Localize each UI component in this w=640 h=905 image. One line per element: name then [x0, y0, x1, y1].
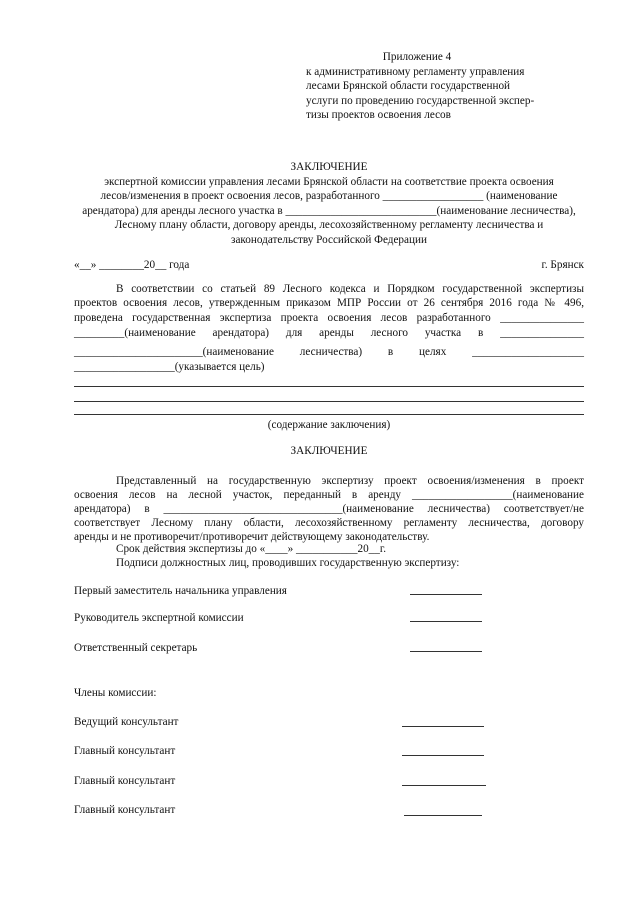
conclusion-line: арендатора) в ________________________________(наименование лесничества) соответствует/не [74, 503, 584, 515]
conclusion-line: соответствует Лесному плану области, лесохозяйственному регламенту лесничества, договору [74, 517, 584, 529]
appendix-line: тизы проектов освоения лесов [306, 109, 451, 121]
body-line: В соответствии со статьей 89 Лесного кодекса и Порядком государственной экспертизы [116, 283, 584, 295]
heading-line: арендатора) для аренды лесного участка в ___________________________(наименование лесничества), [82, 204, 576, 217]
signature-line [404, 815, 482, 816]
signature-label: Первый заместитель начальника управления [74, 585, 287, 597]
expiry-line: Срок действия экспертизы до «____» ___________20__г. [116, 543, 386, 555]
document-heading [74, 160, 584, 247]
heading-line: экспертной комиссии управления лесами Брянской области на соответствие проекта освоения [104, 175, 554, 188]
appendix-header [306, 50, 568, 123]
blank-content-line [74, 386, 584, 387]
signature-line [402, 785, 486, 786]
body-line: _______________________(наименование лесничества) в целях ____________________ [74, 346, 584, 358]
blank-content-line [74, 414, 584, 415]
date-city-line [74, 258, 584, 273]
signature-label: Ответственный секретарь [74, 642, 198, 654]
appendix-line: лесами Брянской области государственной [306, 80, 511, 92]
signature-line [410, 621, 482, 622]
member-label: Ведущий консультант [74, 716, 179, 728]
content-caption: (содержание заключения) [267, 419, 391, 431]
signatures-intro: Подписи должностных лиц, проводивших государственную экспертизу: [116, 557, 460, 569]
document-title: ЗАКЛЮЧЕНИЕ [290, 161, 368, 173]
signature-line [402, 726, 484, 727]
date-field: «__» ________20__ года [74, 259, 190, 271]
city-label: г. Брянск [541, 259, 584, 271]
conclusion-line: Представленный на государственную экспертизу проект освоения/изменения в проект [116, 475, 584, 487]
body-line: _________(наименование арендатора) для аренды лесного участка в _______________ [74, 327, 584, 339]
heading-line: законодательству Российской Федерации [231, 233, 427, 246]
heading-line: Лесному плану области, договору аренды, лесохозяйственному регламенту лесничества и [114, 219, 544, 231]
members-title: Члены комиссии: [74, 687, 157, 699]
appendix-line: к административному регламенту управления [306, 65, 525, 78]
signature-line [402, 755, 484, 756]
conclusion-line: освоения лесов на лесной участок, переданный в аренду __________________(наименование [74, 489, 584, 501]
appendix-line: услуги по проведению государственной экспер- [306, 94, 535, 107]
conclusion-line: аренды и не противоречит/противоречит действующему законодательству. [74, 531, 430, 543]
heading-line: лесов/изменения в проект освоения лесов, разработанного __________________ (наименование [100, 190, 558, 202]
body-line: __________________(указывается цель) [74, 361, 265, 373]
signature-line [410, 594, 482, 595]
body-line: проведена государственная экспертиза проекта освоения лесов разработанного _______________ [74, 312, 584, 324]
blank-content-line [74, 401, 584, 402]
signature-line [410, 651, 482, 652]
appendix-title: Приложение 4 [382, 51, 452, 63]
member-label: Главный консультант [74, 775, 176, 787]
member-label: Главный консультант [74, 745, 176, 757]
body-line: проектов освоения лесов, утвержденным приказом МПР России от 26 сентября 2016 года № 496, [74, 297, 584, 309]
signature-label: Руководитель экспертной комиссии [74, 612, 244, 624]
member-label: Главный консультант [74, 804, 176, 816]
conclusion-title: ЗАКЛЮЧЕНИЕ [290, 445, 368, 457]
